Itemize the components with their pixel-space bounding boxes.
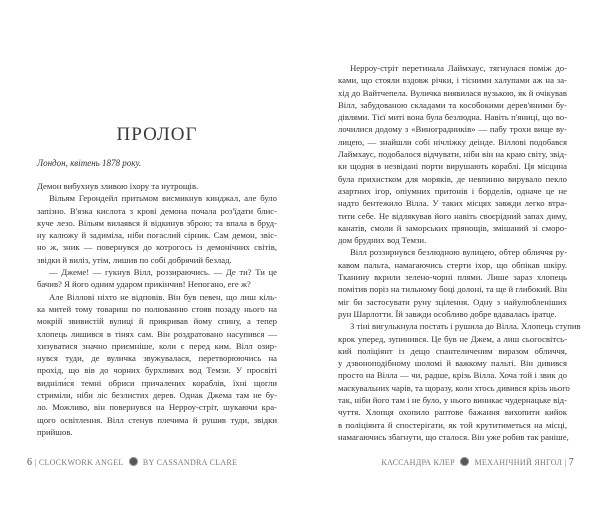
text-line: лочилися додому з «Виноградників» — пабу трохи вище ву-: [338, 124, 567, 135]
paragraph: [338, 62, 567, 246]
text-line: Лаймхаус, подобалося відчувати, ніби він на краю світу, звід-: [338, 149, 567, 160]
page-number: 7: [568, 457, 574, 468]
text-line: тити себе. Не відлякував його навіть своєрідний запах диму,: [338, 210, 567, 221]
running-title: CLOCKWORK ANGEL: [38, 458, 124, 467]
text-line: кавом пальта, намагаючись стерти іхор, що обпікав шкіру.: [338, 259, 567, 270]
text-line: но ж, зник — повернувся до котрогось із демонічних світів,: [37, 242, 277, 253]
paragraph: [338, 246, 567, 320]
text-line: щого освітлення. Вілл стенув плечима й рушив туди, звідки: [37, 414, 277, 425]
text-line: мокрій звивистій вулиці й прикривав йому спину, а тепер: [37, 316, 277, 327]
text-line: чуття. Хлопця охопило раптове бажання вихопити кийок: [338, 407, 567, 418]
text-line: надто бентежило Вілла. У таких місцях завжди легко втра-: [338, 198, 567, 209]
text-line: просто на Вілла — чи, радше, крізь Вілла. Хоча той і звик до: [338, 370, 567, 381]
text-line: — Джеме! — гукнув Вілл, роззираючись. — Де ти? Ти це: [49, 267, 277, 278]
text-line: лицею, — знайшли собі нічліжку деінде. Віллові подобався: [338, 136, 567, 147]
dateline: Лондон, квітень 1878 року.: [37, 158, 142, 168]
paragraph: [37, 180, 277, 192]
text-line: нувся туди, де вуличка звужувалася, перетворюючись на: [37, 353, 277, 364]
page-footer: 6 | CLOCKWORK ANGEL BY CASSANDRA CLARE: [27, 457, 238, 468]
text-line: була прихистком для моряків, де невпинно вирувало пекло: [338, 173, 567, 184]
paragraph: [338, 320, 581, 443]
right-page: [300, 0, 600, 516]
text-line: ка митей тому товариш по полюванню стояв позаду нього на: [37, 303, 277, 314]
text-line: куче лезо. Вільям вилаявся й відкинув зброю; та впала в бруд-: [37, 217, 277, 228]
text-line: міг би застосувати руну зцілення. Одну з найулюбленіших: [338, 296, 567, 307]
text-line: звідки й виліз, утім, лишив по собі добрячий безлад.: [37, 254, 232, 265]
text-line: так, ніби його там і не було, у нього виникає чудернацьке від-: [338, 395, 567, 406]
text-line: хлопець лишився в тінях сам. Він роздратовано насупився —: [37, 328, 277, 339]
text-line: хід до Вайтчепела. Вуличка виявилася вузькою, як й очікував: [338, 87, 567, 98]
text-line: азартних ігор, опіумних притонів і борделів, одначе це не: [338, 185, 567, 196]
text-line: ло. Можливо, він повернувся на Нерроу-стріт, шукаючи кра-: [37, 402, 277, 413]
text-line: помітив поріз на тильному боці долоні, та ще й глибокий. Він: [338, 284, 567, 295]
body-text: [338, 62, 581, 443]
paragraph: [37, 266, 277, 291]
text-line: Нерроу-стріт перетинала Лаймхаус, тягнулася поміж до-: [350, 63, 567, 73]
text-line: хизуватися значно приємніше, коли є перед ким. Вілл озир-: [37, 340, 277, 351]
text-line: прохід, що вів до чорних бурхливих вод Темзи. У просвіті: [37, 365, 277, 376]
text-line: Тканину вкрили зелено-чорні плями. Лише зараз хлопець: [338, 272, 567, 283]
gear-emblem-icon: [460, 457, 469, 466]
gear-emblem-icon: [129, 457, 138, 466]
text-line: в поліціянта й спостерігати, як той крутитиметься на місці,: [338, 419, 567, 430]
text-line: Вілл роззирнувся безлюдною вулицею, обтер обличчя ру-: [350, 247, 567, 258]
body-text: [37, 180, 277, 438]
text-line: дом брудних вод Темзи.: [338, 235, 427, 246]
text-line: ну калюжу й задиміла, ніби погаслий сірник. Сам демон, звіс-: [37, 230, 277, 241]
text-line: кий поліціянт із дещо спантеличеним виразом обличчя,: [338, 345, 567, 356]
text-line: Але Віллові ніхто не відповів. Він був певен, що лиш кіль-: [49, 291, 277, 302]
text-line: Вілл, забудованою складами та кособокими дерев'яними бу-: [338, 99, 567, 110]
chapter-title: ПРОЛОГ: [116, 124, 198, 145]
text-line: З тіні вигулькнула постать і рушила до Вілла. Хлопець ступив: [350, 321, 581, 332]
text-line: крок уперед, зупинився. Це був не Джем, а лиш сьогосвітсь-: [338, 333, 567, 344]
text-line: видніли́ся темні обриси причалених кораблів, їхні щогли: [37, 377, 277, 388]
text-line: канатів, смоли й заморських прянощів, змішаний зі сморо-: [338, 222, 567, 233]
running-title: МЕХАНІЧНИЙ ЯНГОЛ: [474, 458, 563, 467]
running-author: BY CASSANDRA CLARE: [142, 458, 238, 467]
page-footer: КАССАНДРА КЛЕР МЕХАНІЧНИЙ ЯНГОЛ | 7: [381, 457, 574, 468]
text-line: ками, що стояли вздовж річки, і тісними халупами аж на за-: [338, 75, 567, 86]
text-line: Вільям Герондейл притьмом висмикнув кинджал, але було: [49, 193, 277, 204]
paragraph: [37, 192, 277, 266]
text-line: Демон вибухнув зливою іхору та нутрощів.: [37, 181, 199, 191]
text-line: рун Шарлотти. Їй завжди особливо добре вдавалась іратце.: [338, 308, 557, 319]
text-line: дівлями. Тієї миті вона була безлюдна. Навіть п'яниці, що во-: [338, 112, 567, 123]
text-line: маскувальних чарів, та щоразу, коли хтось дивився крізь нього: [338, 382, 570, 393]
text-line: бачив? Я його одним ударом прикінчив! Непогано, еге ж?: [37, 279, 251, 290]
paragraph: [37, 291, 277, 439]
running-author: КАССАНДРА КЛЕР: [381, 458, 455, 467]
text-line: у дзвоноподібному шоломі й важкому пальті. Він дивився: [338, 358, 567, 369]
page-number: 6: [27, 457, 33, 468]
text-line: запізно. В'язка кислота з крові демона почала роз'їдати блис-: [37, 205, 277, 216]
text-line: намагаючись збагнути, що сталося. Він уже робив так раніше,: [338, 431, 569, 442]
text-line: прийшов.: [37, 426, 73, 437]
text-line: ки щодня в незвідані порти вирушають кораблі. Ця місцина: [338, 161, 567, 172]
text-line: стриміли, ніби ліс безлистих дерев. Однак Джема там не бу-: [37, 390, 277, 401]
